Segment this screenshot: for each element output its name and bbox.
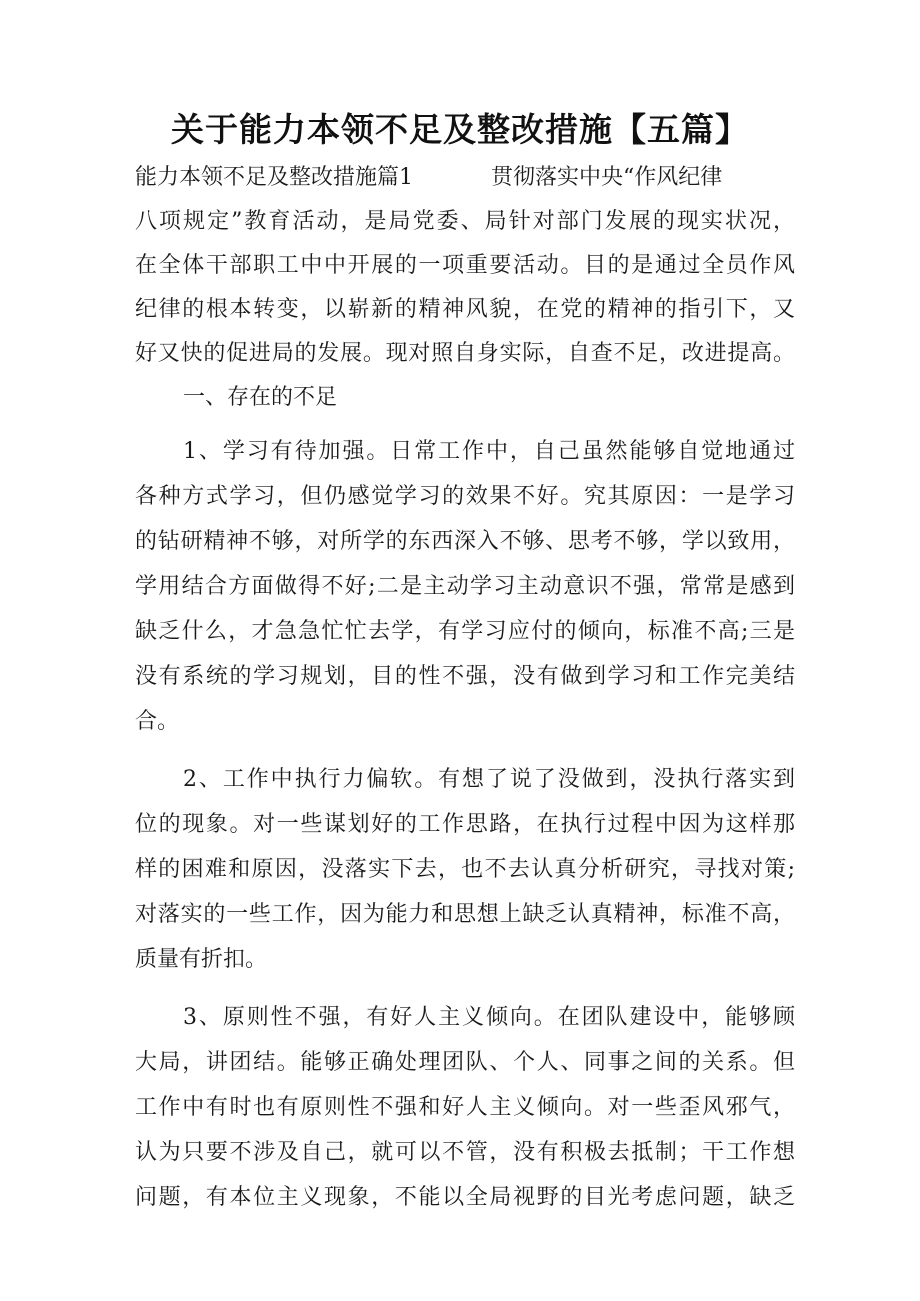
section-heading: 一、存在的不足 — [183, 385, 338, 410]
intro-line: 纪律的根本转变，以崭新的精神风貌，在党的精神的指引下，又 — [135, 297, 795, 322]
intro-first-line — [135, 160, 795, 196]
paragraph-2-line: 对落实的一些工作，因为能力和思想上缺乏认真精神，标准不高， — [135, 902, 795, 927]
document-title: 关于能力本领不足及整改措施【五篇】 — [171, 110, 749, 149]
intro-line: 好又快的促进局的发展。现对照自身实际，自查不足，改进提高。 — [135, 341, 795, 366]
paragraph-1-line: 的钻研精神不够，对所学的东西深入不够、思考不够，学以致用， — [135, 529, 795, 554]
intro-heading: 能力本领不足及整改措施篇1 — [135, 165, 413, 190]
paragraph-1-line: 学用结合方面做得不好;二是主动学习主动意识不强，常常是感到 — [135, 574, 795, 599]
intro-line: 在全体干部职工中中开展的一项重要活动。目的是通过全员作风 — [135, 253, 795, 278]
document-body — [135, 160, 795, 1216]
paragraph-2-line: 位的现象。对一些谋划好的工作思路，在执行过程中因为这样那 — [135, 812, 795, 837]
intro-line: 八项规定”教育活动，是局党委、局针对部门发展的现实状况， — [135, 209, 795, 234]
paragraph-1-line: 合。 — [135, 709, 180, 734]
paragraph-3-line: 大局，讲团结。能够正确处理团队、个人、同事之间的关系。但 — [135, 1050, 795, 1075]
paragraph-2-line: 2、工作中执行力偏软。有想了说了没做到，没执行落实到 — [183, 767, 795, 792]
paragraph-1-line: 缺乏什么，才急急忙忙去学，有学习应付的倾向，标准不高;三是 — [135, 619, 795, 644]
paragraph-1-line: 1、学习有待加强。日常工作中，自己虽然能够自觉地通过 — [183, 439, 795, 464]
paragraph-3-line: 认为只要不涉及自己，就可以不管，没有积极去抵制；干工作想 — [135, 1140, 795, 1165]
paragraph-3-line: 问题，有本位主义现象，不能以全局视野的目光考虑问题，缺乏 — [135, 1185, 795, 1210]
paragraph-2-line: 质量有折扣。 — [135, 947, 268, 972]
intro-line: 贯彻落实中央“作风纪律 — [491, 165, 723, 190]
paragraph-3-line: 工作中有时也有原则性不强和好人主义倾向。对一些歪风邪气， — [135, 1095, 795, 1120]
paragraph-3-line: 3、原则性不强，有好人主义倾向。在团队建设中，能够顾 — [183, 1005, 795, 1030]
paragraph-2-line: 样的困难和原因，没落实下去，也不去认真分析研究，寻找对策; — [135, 857, 795, 882]
paragraph-1-line: 各种方式学习，但仍感觉学习的效果不好。究其原因：一是学习 — [135, 484, 795, 509]
paragraph-1-line: 没有系统的学习规划，目的性不强，没有做到学习和工作完美结 — [135, 664, 795, 689]
